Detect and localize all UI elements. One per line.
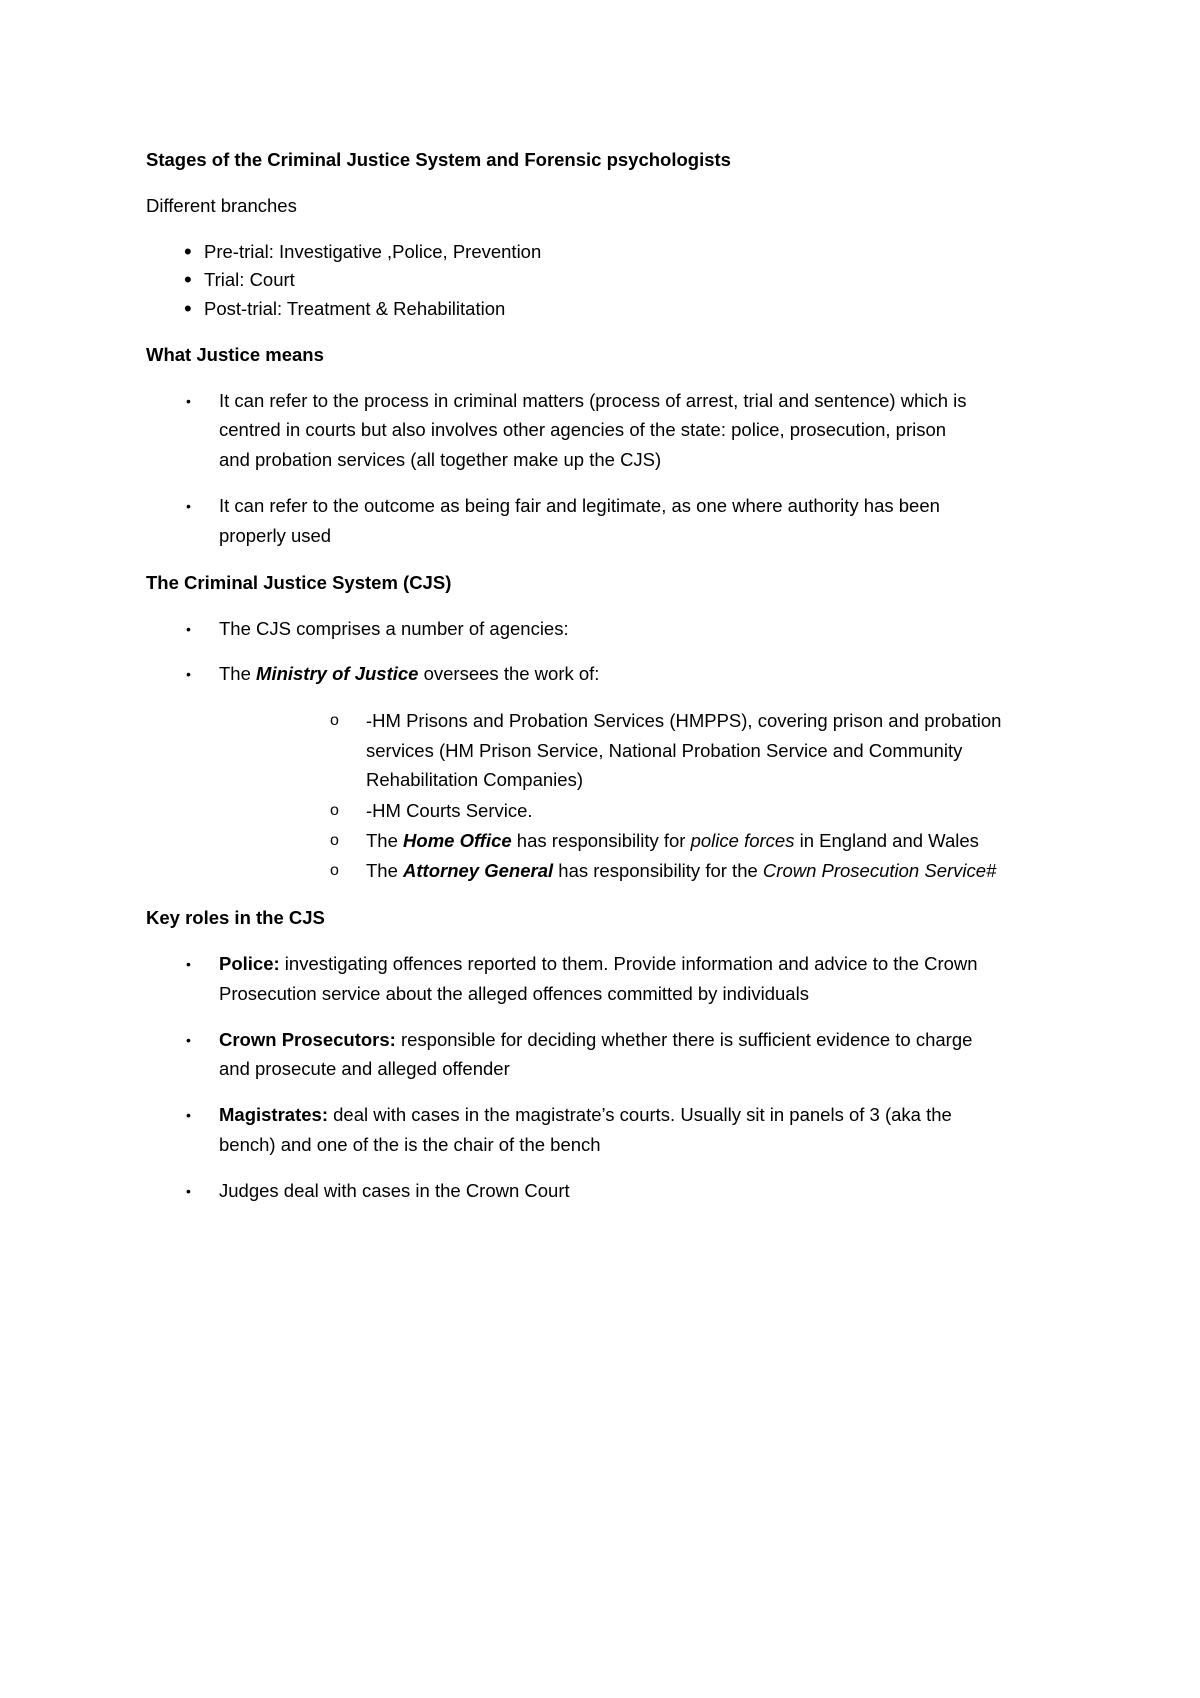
home-office: Home Office: [403, 830, 512, 851]
role-police-label: Police:: [219, 953, 280, 974]
role-magistrates-label: Magistrates:: [219, 1104, 328, 1125]
sub-bullet-marker: o: [330, 712, 339, 729]
justice-item1-line2: centred in courts but also involves other agencies of the state: police, prosecution, prison: [219, 419, 947, 440]
cjs-sub3-mid: has responsibility for: [511, 830, 691, 851]
attorney-general: Attorney General: [403, 860, 554, 881]
bullet-marker: •: [186, 666, 191, 682]
justice-item1-line1: It can refer to the process in criminal matters (process of arrest, trial and sentence) which is: [219, 390, 967, 411]
cjs-sub4: [366, 859, 996, 883]
role-magistrates-line1: [219, 1103, 952, 1127]
bullet-marker: •: [186, 1107, 191, 1123]
role-prosecutors-line1: [219, 1028, 972, 1052]
cjs-sub2: -HM Courts Service.: [366, 800, 533, 821]
justice-item2-line1: It can refer to the outcome as being fair and legitimate, as one where authority has been: [219, 495, 940, 516]
bullet-marker: •: [186, 393, 191, 409]
role-prosecutors-label: Crown Prosecutors:: [219, 1029, 396, 1050]
branches-heading: Different branches: [146, 195, 297, 216]
document-title: Stages of the Criminal Justice System and Forensic psychologists: [146, 149, 731, 170]
cjs-sub1-line3: Rehabilitation Companies): [366, 769, 583, 790]
cjs-item2-post: oversees the work of:: [418, 663, 600, 684]
role-police-line1: [219, 952, 978, 976]
bullet-marker: •: [184, 239, 192, 264]
bullet-marker: •: [184, 267, 192, 292]
cjs-item2-pre: The: [219, 663, 257, 684]
cjs-sub1-line1: -HM Prisons and Probation Services (HMPPS), covering prison and probation: [366, 710, 1002, 731]
cjs-sub4-pre: The: [366, 860, 404, 881]
cjs-sub1-line2: services (HM Prison Service, National Probation Service and Community: [366, 740, 963, 761]
cjs-item2: [219, 662, 599, 686]
justice-heading: What Justice means: [146, 344, 324, 365]
justice-item1-line3: and probation services (all together make up the CJS): [219, 449, 662, 470]
role-police-line2: Prosecution service about the alleged offences committed by individuals: [219, 983, 809, 1004]
role-magistrates-text: deal with cases in the magistrate’s courts. Usually sit in panels of 3 (aka the: [327, 1104, 952, 1125]
branch-item-trial: Trial: Court: [204, 269, 295, 290]
police-forces: police forces: [690, 830, 795, 851]
cjs-sub3-post: in England and Wales: [794, 830, 979, 851]
bullet-marker: •: [186, 1032, 191, 1048]
bullet-marker: •: [186, 621, 191, 637]
bullet-marker: •: [184, 296, 192, 321]
branch-item-pretrial: Pre-trial: Investigative ,Police, Prevention: [204, 241, 542, 262]
roles-heading: Key roles in the CJS: [146, 907, 325, 928]
cjs-sub4-mid: has responsibility for the: [553, 860, 763, 881]
bullet-marker: •: [186, 956, 191, 972]
role-judges: Judges deal with cases in the Crown Court: [219, 1180, 570, 1201]
branch-item-posttrial: Post-trial: Treatment & Rehabilitation: [204, 298, 506, 319]
bullet-marker: •: [186, 1183, 191, 1199]
role-prosecutors-text: responsible for deciding whether there is sufficient evidence to charge: [395, 1029, 973, 1050]
justice-item2-line2: properly used: [219, 525, 332, 546]
role-police-text: investigating offences reported to them. Provide information and advice to the Crown: [279, 953, 978, 974]
cjs-heading: The Criminal Justice System (CJS): [146, 572, 452, 593]
sub-bullet-marker: o: [330, 802, 339, 819]
sub-bullet-marker: o: [330, 862, 339, 879]
sub-bullet-marker: o: [330, 832, 339, 849]
bullet-marker: •: [186, 498, 191, 514]
cjs-sub3: [366, 829, 979, 853]
role-magistrates-line2: bench) and one of the is the chair of the bench: [219, 1134, 601, 1155]
role-prosecutors-line2: and prosecute and alleged offender: [219, 1058, 510, 1079]
crown-prosecution-service: Crown Prosecution Service#: [762, 860, 997, 881]
ministry-of-justice: Ministry of Justice: [256, 663, 419, 684]
cjs-item1: The CJS comprises a number of agencies:: [219, 618, 569, 639]
cjs-sub3-pre: The: [366, 830, 404, 851]
